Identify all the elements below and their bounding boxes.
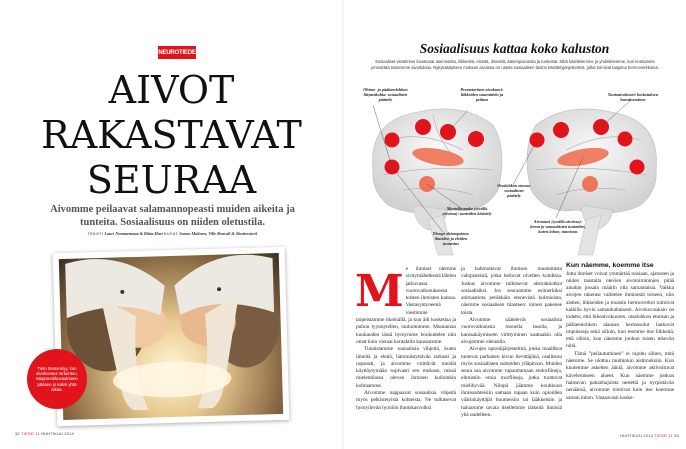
- issue-date: HUHTIKUU 2014: [41, 432, 75, 436]
- left-footer: [15, 432, 74, 436]
- infographic-title: Sosiaalisuus kattaa koko kaluston: [419, 41, 610, 56]
- photo-caption: Tieto täsmentyy, kun aivokuvaus tarkentuu. Magneettikuvaukseen pääsee jo kaksi yhtä aikaa.: [36, 365, 78, 392]
- headline-line-3: SEURAA: [86, 158, 257, 202]
- paragraph: Jotta ihmiset voivat ymmärtää toisiaan, ajatusten ja niiden taustalla olevien aivotoimintojen pitää ainakin jossain määrin olla samanlaisia. Vaikka aivojen rakenne vaihtelee ihmisestä toiseen, niin aistien, liikkeiden ja muistin hermoverkot toimivat kaikilla hyvin samankaltaisesti. Aivokuvauksin on todettu, että liikeaivokuoren, otsalohkon etuosan ja päälaenlohkon alaosan hermosolut laukovat impulsseja sekä silloin, kun teemme itse liikkeitä, että silloin, kun näemme jonkun toisen tekevän niitä.: [566, 270, 674, 350]
- deep-region-marker: [582, 176, 598, 192]
- headline-line-2: RAKASTAVAT: [41, 113, 302, 157]
- label-prefrontal-cortex: Otsalohkon etuosa: sosiaalinen päättely: [497, 183, 531, 198]
- paragraph: Aivomme nappaavat sosiaalisia vihjeitä myös pelkistetyistä kohteista. Ne tulkitsevat hymyilevän hymiön ihmiskasvoiksi: [356, 390, 456, 411]
- region-marker: [385, 133, 400, 148]
- paragraph: e ihmiset olemme syntymähetkestä lähtien jatkuvassa vuorovaikutuksessa toisten ihmisten kanssa. Vastasyntyneenä viestimme tarpeistamme itkemällä, ja kun äiti koskettaa ja puhuu tyynnytellen, rauhoitumme. Muutaman kuukauden iässä hymymme houkuttelee niin omat kuin vieraat kontaktiin kanssamme.: [356, 266, 457, 345]
- credit-photographers: Sanna Malinen, Ville Renvall & Shutterstock: [179, 231, 258, 236]
- page-number: 33: [674, 434, 680, 438]
- credits: [30, 231, 315, 237]
- label-temporoparietal-junction: Ohimo- ja päälaenlohkon liitymäkohta: sosiaalinen päättely: [363, 87, 408, 102]
- magazine-name: TIEDE 11: [21, 432, 40, 436]
- right-footer: [620, 434, 679, 438]
- region-marker: [468, 131, 484, 147]
- paragraph: Tunnistamme sosiaalisia vihjeitä, kuten ilmeitä ja eleitä, hämmästyttävän tarkasti ja nopeasti, ja aivomme virittävät meidät käyttäytymään sopivasti sen mukaan, missä mielentilassa olevan ihmisen kulloinkin kohtaamme.: [356, 346, 456, 389]
- region-marker: [630, 160, 645, 175]
- section-tag: NEUROTIEDE: [158, 46, 196, 59]
- article-photo: [53, 247, 290, 426]
- credit-photo-label: KUVAT: [163, 232, 179, 236]
- magazine-name: TIEDE 11: [654, 434, 673, 438]
- headline-line-1: AIVOT: [108, 68, 235, 112]
- article-column-2: [461, 266, 562, 419]
- subheading: Kun näemme, koemme itse: [566, 262, 654, 269]
- subtitle: Aivomme peilaavat salamannopeasti muiden aikeita ja tunteita. Sosiaalisuus on niiden oletustila.: [50, 204, 295, 228]
- infographic-intro: Sosiaaliset viestimme koostuvat asennoista, liikkeistä, eleistä, ilmeistä, äänenpainoista ja tunteista. Niitä käsittelemme ja yhdistelemme, kun koetamme ymmärtää toistemme aivoituksia. Nykykäsityksen mukaan aivoissa on useita sosiaalisen tiedon käsittelyjärjestelmiä, jotka toimivat laajoina hermoverkkoina.: [371, 59, 659, 71]
- photo-image: [59, 253, 283, 420]
- brain-illustration: [343, 80, 686, 260]
- paragraph: Aivomme säätelevät sosiaalista vuorovaikutusta monella tasolla, ja kanssakäymiseen virittyminen saattaakin olla aivojemme oletustila.: [461, 317, 562, 345]
- drop-cap: M: [355, 266, 404, 317]
- label-premotor-cortex: Premotorinen aivokuori: liikkeiden suunnittelu ja peilaus: [460, 87, 504, 102]
- label-amygdala: Mantelitumake (syvällä aivoissa): tunteiden käsittely: [442, 206, 492, 216]
- issue-date: HUHTIKUU 2014: [620, 434, 654, 438]
- region-marker: [415, 119, 431, 135]
- credit-text-label: TEKSTI: [87, 232, 104, 236]
- region-marker: [553, 122, 569, 138]
- region-marker: [618, 132, 633, 147]
- page-number: 32: [15, 432, 20, 436]
- label-insula: Aivosaari (syvällä aivoissa): kivun ja somaattisten tuntoiden, kuten inhon, tunnistus: [530, 219, 586, 234]
- article-column-3: [566, 262, 674, 402]
- label-superior-temporal-sulcus: Ylempi ohimopoimu: ilmeiden ja eleiden tunnistus: [432, 231, 470, 246]
- credit-authors: Lauri Nummenmaa & Riitta Hari: [104, 231, 163, 236]
- photo-caption-bubble: [27, 349, 87, 409]
- paragraph: ja hahmottavat ihmisen muotamista valopisteistä, jotka heiluvat nivelten kohdissa. Joskus aivomme tulkitsevat abstraktiotkin sosiaalisiksi. Jos seuraamme esimerkiksi animaatiota peräkkäin etenevistä kolmioista, näemme sosiaalisen tilanteen: toinen pakenee toista.: [461, 266, 562, 316]
- label-somatosensory-cortex: Tuntoaivokuori: kosketuksen havaitseminen: [607, 92, 659, 102]
- paragraph: Aivojen opioidijärjestelmä, jonka maallikot tuntevat parhaiten kivun lievittäjänä, osallistuu myös sosiaalisten suhteiden ylläpitoon. Muiden seura saa aivomme vapauttamaan endorfiineja, elimistön omia morfiineja, jotka tuottavat mielihyvää. Niinpä jäämme koukkuun ihmissuhteisiin samaan tapaan kuin opioidien väärinkäyttäjät huumeisiin tai lääkkeisiin ja haluamme tavata itsellemme tärkeitä ihmisiä yhä uudelleen.: [461, 346, 562, 418]
- article-column-1: [356, 266, 456, 412]
- paragraph: Tämä ”peilautuminen” ei rajoitu siihen, mitä näemme. Se ulottuu muihinkin aistimuksiin. Kun kuulemme askelten ääniä, aivomme aktivoituvat kävelemiseen alueet. Kun näemme jonkun haistavan pahanhajuista nestettä ja nyrpistävän nenäänsä, aivomme toimivat kuin itse koemme saman inhon. Vastaavasti koske-: [566, 350, 674, 401]
